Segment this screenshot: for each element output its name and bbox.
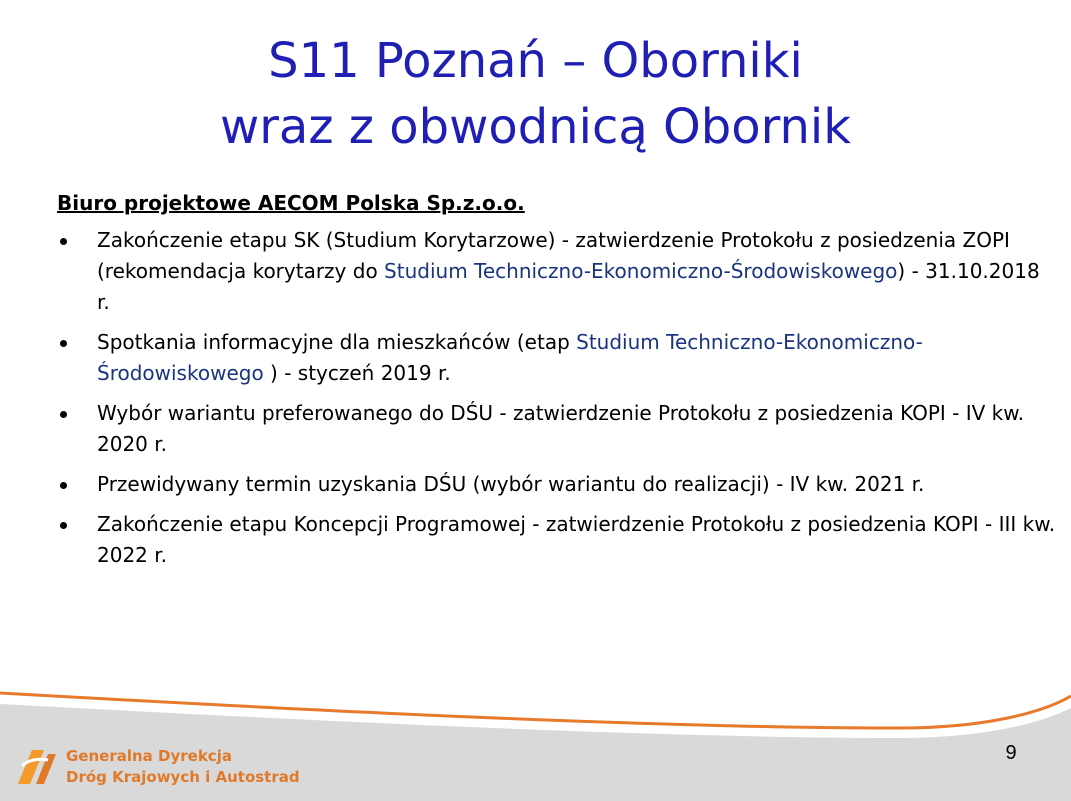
bullet-text: Zakończenie etapu SK (Studium Korytarzowe) - zatwierdzenie Protokołu z posiedzenia ZOPI (rekomendacja korytarzy do [97, 228, 1010, 283]
list-item [57, 469, 1057, 500]
subtitle: Biuro projektowe AECOM Polska Sp.z.o.o. [57, 191, 525, 215]
bullet-icon [60, 482, 67, 489]
slide-content [57, 188, 1057, 580]
page-number: 9 [1005, 742, 1017, 764]
bullet-icon [60, 522, 67, 529]
list-item [57, 225, 1057, 318]
bullet-text: Przewidywany termin uzyskania DŚU (wybór wariantu do realizacji) - IV kw. 2021 r. [97, 472, 925, 496]
title-line-2: wraz z obwodnicą Obornik [219, 99, 852, 155]
bullet-text-end: ) - styczeń 2019 r. [263, 361, 451, 385]
bullet-text: Spotkania informacyjne dla mieszkańców (etap [97, 330, 577, 354]
brand-line-2: Dróg Krajowych i Autostrad [66, 768, 300, 786]
bullet-icon [60, 238, 67, 245]
bullet-icon [60, 411, 67, 418]
list-item [57, 398, 1057, 460]
bullet-link-text: Studium Techniczno-Ekonomiczno-Środowiskowego [97, 330, 923, 385]
bullet-text-end: ) - 31.10.2018 r. [97, 259, 1040, 314]
brand-line-1: Generalna Dyrekcja [66, 747, 232, 765]
bullet-text: Zakończenie etapu Koncepcji Programowej - zatwierdzenie Protokołu z posiedzenia KOPI - III kw. 2022 r. [97, 512, 1056, 567]
slide-title [0, 28, 1071, 160]
bullet-icon [60, 340, 67, 347]
bullet-link-text: Studium Techniczno-Ekonomiczno-Środowiskowego [384, 259, 898, 283]
title-line-1: S11 Poznań – Oborniki [268, 33, 803, 89]
list-item [57, 509, 1057, 571]
bullet-list [57, 225, 1057, 571]
gddkia-road-logo-icon [14, 744, 58, 788]
brand-name [66, 746, 300, 788]
list-item [57, 327, 1057, 389]
bullet-text: Wybór wariantu preferowanego do DŚU - zatwierdzenie Protokołu z posiedzenia KOPI - IV kw. 2020 r. [97, 401, 1025, 456]
